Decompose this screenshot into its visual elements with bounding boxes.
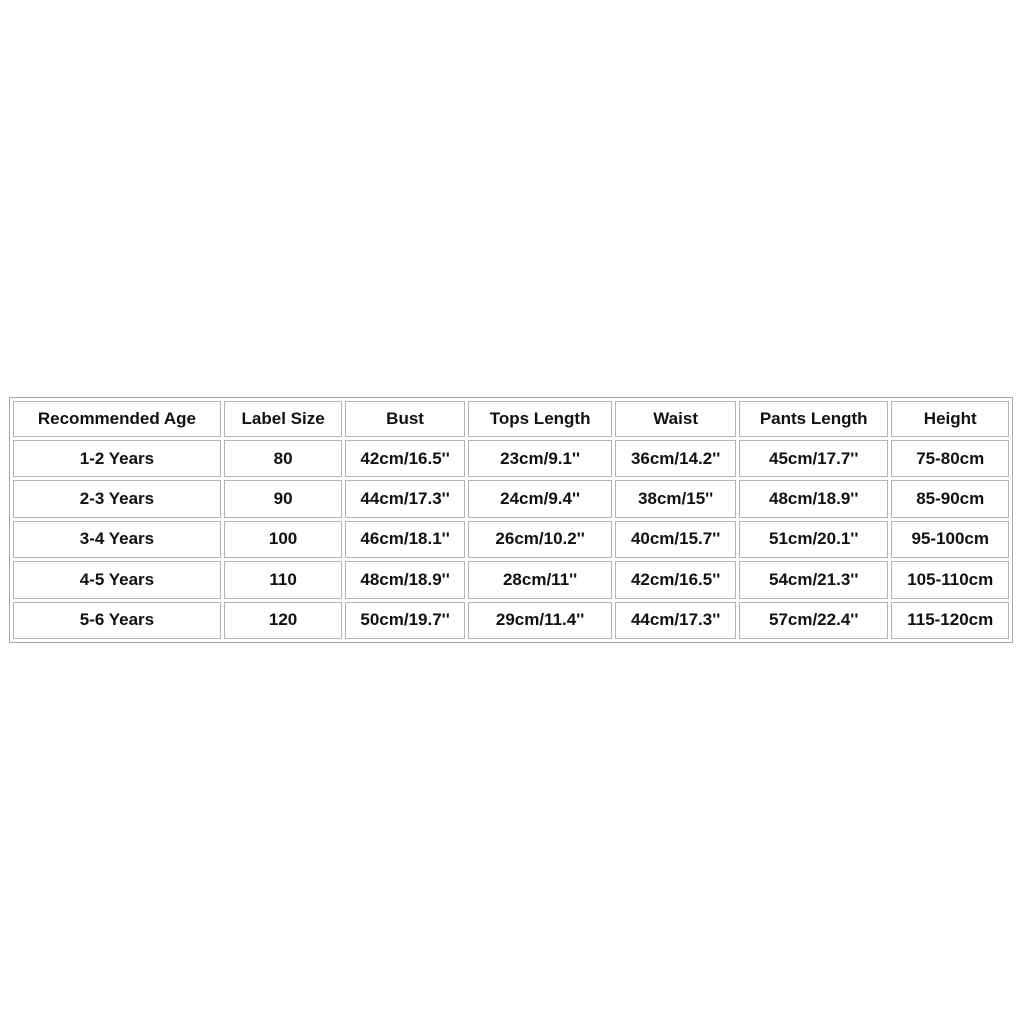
cell-waist: 38cm/15'': [615, 480, 735, 517]
cell-tops-length: 28cm/11'': [468, 561, 613, 598]
cell-height: 105-110cm: [891, 561, 1009, 598]
cell-bust: 44cm/17.3'': [345, 480, 464, 517]
cell-tops-length: 29cm/11.4'': [468, 602, 613, 639]
header-height: Height: [891, 401, 1009, 437]
cell-label-size: 80: [224, 440, 342, 477]
cell-waist: 40cm/15.7'': [615, 521, 735, 558]
cell-bust: 42cm/16.5'': [345, 440, 464, 477]
cell-label-size: 110: [224, 561, 342, 598]
cell-age: 4-5 Years: [13, 561, 221, 598]
cell-age: 5-6 Years: [13, 602, 221, 639]
cell-age: 3-4 Years: [13, 521, 221, 558]
cell-bust: 48cm/18.9'': [345, 561, 464, 598]
cell-pants-length: 45cm/17.7'': [739, 440, 889, 477]
cell-age: 2-3 Years: [13, 480, 221, 517]
header-bust: Bust: [345, 401, 464, 437]
size-chart-table: [10, 398, 1012, 642]
cell-label-size: 90: [224, 480, 342, 517]
cell-bust: 50cm/19.7'': [345, 602, 464, 639]
cell-tops-length: 24cm/9.4'': [468, 480, 613, 517]
cell-height: 85-90cm: [891, 480, 1009, 517]
cell-tops-length: 23cm/9.1'': [468, 440, 613, 477]
cell-pants-length: 57cm/22.4'': [739, 602, 889, 639]
header-label-size: Label Size: [224, 401, 342, 437]
cell-height: 95-100cm: [891, 521, 1009, 558]
cell-label-size: 120: [224, 602, 342, 639]
header-tops-length: Tops Length: [468, 401, 613, 437]
cell-bust: 46cm/18.1'': [345, 521, 464, 558]
table-row: [13, 561, 1009, 598]
header-pants-length: Pants Length: [739, 401, 889, 437]
cell-waist: 42cm/16.5'': [615, 561, 735, 598]
cell-waist: 44cm/17.3'': [615, 602, 735, 639]
cell-age: 1-2 Years: [13, 440, 221, 477]
cell-pants-length: 54cm/21.3'': [739, 561, 889, 598]
cell-pants-length: 51cm/20.1'': [739, 521, 889, 558]
cell-label-size: 100: [224, 521, 342, 558]
cell-pants-length: 48cm/18.9'': [739, 480, 889, 517]
cell-height: 75-80cm: [891, 440, 1009, 477]
header-waist: Waist: [615, 401, 735, 437]
cell-tops-length: 26cm/10.2'': [468, 521, 613, 558]
table-row: [13, 602, 1009, 639]
table-row: [13, 440, 1009, 477]
cell-waist: 36cm/14.2'': [615, 440, 735, 477]
size-chart: [9, 397, 1013, 643]
header-recommended-age: Recommended Age: [13, 401, 221, 437]
table-row: [13, 480, 1009, 517]
table-row: [13, 521, 1009, 558]
cell-height: 115-120cm: [891, 602, 1009, 639]
table-header-row: [13, 401, 1009, 437]
